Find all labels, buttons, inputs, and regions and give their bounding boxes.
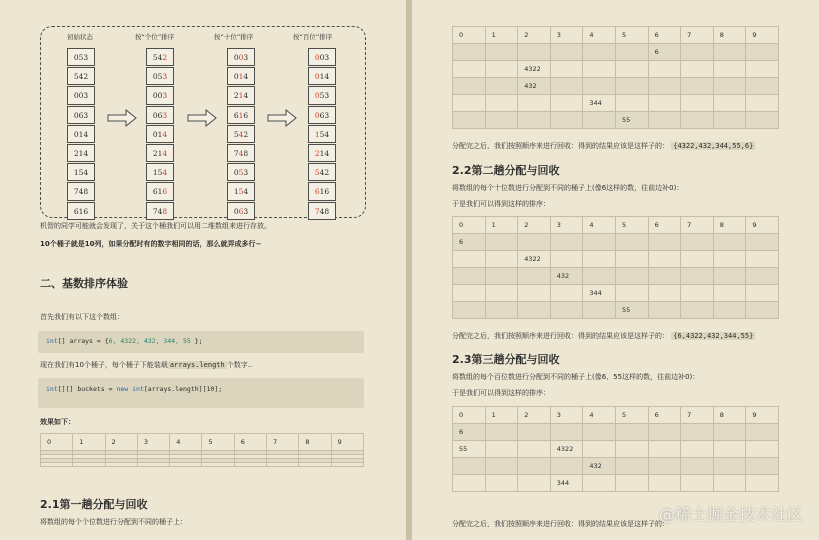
table-cell: 432 <box>550 268 583 285</box>
table-cell <box>550 302 583 319</box>
code-keyword: int <box>46 337 58 345</box>
table-cell <box>681 268 714 285</box>
paragraph: 将数组的每个个位数进行分配到不同的桶子上： <box>40 518 187 526</box>
table-cell <box>713 234 746 251</box>
inline-code: {6,4322,432,344,55} <box>673 332 754 340</box>
digit-cell: 542 <box>227 125 255 143</box>
table-cell <box>648 475 681 492</box>
digit-cell: 214 <box>227 86 255 104</box>
table-cell <box>746 78 779 95</box>
table-cell <box>615 61 648 78</box>
digit-cell: 748 <box>146 202 174 220</box>
table-header-cell: 1 <box>485 217 518 234</box>
table-cell <box>681 441 714 458</box>
table-header-cell: 1 <box>485 27 518 44</box>
table-cell <box>583 424 616 441</box>
table-cell <box>105 463 137 467</box>
table-cell <box>713 95 746 112</box>
table-cell <box>550 61 583 78</box>
table-cell <box>648 61 681 78</box>
table-header-cell: 6 <box>648 217 681 234</box>
bucket-table <box>452 26 779 129</box>
table-cell <box>550 285 583 302</box>
table-row <box>453 44 779 61</box>
table-cell <box>267 463 299 467</box>
table-cell <box>713 424 746 441</box>
table-cell <box>518 95 551 112</box>
digit-cell: 214 <box>67 144 95 162</box>
table-header-row <box>41 434 364 451</box>
table-cell: 4322 <box>550 441 583 458</box>
right-arrow-icon <box>187 109 217 127</box>
table-cell <box>550 112 583 129</box>
table-cell <box>681 251 714 268</box>
table-header-cell: 3 <box>550 407 583 424</box>
digit-cell: 063 <box>67 106 95 124</box>
table-header-cell: 8 <box>713 217 746 234</box>
table-cell <box>746 475 779 492</box>
table-header-cell: 7 <box>681 27 714 44</box>
code-text: [] arrays = { <box>57 337 109 345</box>
inline-code: arrays.length <box>169 361 225 369</box>
table-cell <box>615 458 648 475</box>
table-cell <box>648 234 681 251</box>
table-cell <box>648 251 681 268</box>
table-header-cell: 0 <box>453 27 486 44</box>
paragraph-text: 个数字.. <box>226 361 253 369</box>
table-cell <box>746 61 779 78</box>
table-cell <box>746 458 779 475</box>
table-cell <box>713 285 746 302</box>
table-cell <box>550 251 583 268</box>
table-cell <box>746 95 779 112</box>
table-cell <box>648 112 681 129</box>
table-cell: 55 <box>615 302 648 319</box>
table-cell <box>713 112 746 129</box>
table-cell <box>746 112 779 129</box>
table-header-cell: 4 <box>583 407 616 424</box>
table-cell <box>453 302 486 319</box>
digit-cell: 214 <box>308 144 336 162</box>
digit-cell: 063 <box>308 106 336 124</box>
table-row <box>453 234 779 251</box>
table-cell <box>485 475 518 492</box>
digit-cell: 154 <box>67 163 95 181</box>
digit-cell: 014 <box>67 125 95 143</box>
table-header-row <box>453 407 779 424</box>
diagram-column <box>308 47 338 220</box>
digit-cell: 053 <box>67 48 95 66</box>
table-header-cell: 1 <box>485 407 518 424</box>
table-cell: 6 <box>453 424 486 441</box>
table-header-cell: 1 <box>73 434 105 451</box>
table-cell <box>550 95 583 112</box>
section-heading: 2.1第一趟分配与回收 <box>40 498 148 511</box>
table-cell <box>648 285 681 302</box>
digit-cell: 616 <box>227 106 255 124</box>
paragraph <box>452 142 755 151</box>
table-cell <box>485 251 518 268</box>
table-row <box>453 251 779 268</box>
diagram-header: 按“十位”排序 <box>214 33 254 41</box>
table-cell <box>746 268 779 285</box>
table-cell: 432 <box>583 458 616 475</box>
paragraph-text: 现在我们有10个桶子，每个桶子下能装载 <box>40 361 168 369</box>
table-cell <box>648 458 681 475</box>
table-header-cell: 5 <box>615 27 648 44</box>
table-cell <box>681 234 714 251</box>
table-cell <box>713 61 746 78</box>
digit-cell: 063 <box>227 202 255 220</box>
table-cell <box>615 251 648 268</box>
paragraph <box>452 332 755 341</box>
table-cell <box>518 112 551 129</box>
table-header-cell: 4 <box>583 217 616 234</box>
table-header-cell: 7 <box>681 407 714 424</box>
table-cell <box>485 61 518 78</box>
table-cell <box>453 112 486 129</box>
bucket-table <box>40 433 364 467</box>
table-header-cell: 2 <box>518 27 551 44</box>
table-header-cell: 3 <box>550 27 583 44</box>
table-row <box>41 463 364 467</box>
table-cell <box>73 463 105 467</box>
table-cell <box>202 463 234 467</box>
table-header-cell: 4 <box>170 434 202 451</box>
digit-cell: 014 <box>227 67 255 85</box>
table-header-row <box>453 27 779 44</box>
table-cell <box>550 458 583 475</box>
table-cell <box>550 234 583 251</box>
table-cell <box>615 424 648 441</box>
bucket-table <box>452 406 779 492</box>
table-cell <box>615 285 648 302</box>
table-cell <box>550 78 583 95</box>
table-cell <box>518 234 551 251</box>
table-cell <box>583 268 616 285</box>
paragraph: 于是我们可以得到这样的排序： <box>452 200 550 208</box>
table-cell <box>615 441 648 458</box>
left-page <box>0 0 406 540</box>
table-header-cell: 5 <box>202 434 234 451</box>
table-header-cell: 6 <box>648 27 681 44</box>
inline-code: {4322,432,344,55,6} <box>673 142 754 150</box>
section-heading: 二、基数排序体验 <box>40 277 128 290</box>
paragraph: 于是我们可以得到这样的排序： <box>452 389 550 397</box>
table-cell <box>746 251 779 268</box>
paragraph: 机智的同学可能就会发现了，关于这个桶我们可以用二维数组来进行存放。 <box>40 222 271 230</box>
table-cell <box>615 95 648 112</box>
diagram-column <box>67 47 97 220</box>
digit-cell: 053 <box>308 86 336 104</box>
table-cell <box>648 441 681 458</box>
table-header-cell: 0 <box>453 407 486 424</box>
table-cell <box>550 44 583 61</box>
table-cell <box>746 302 779 319</box>
table-cell: 55 <box>615 112 648 129</box>
table-cell <box>453 44 486 61</box>
table-cell <box>485 441 518 458</box>
table-cell <box>485 44 518 61</box>
table-row <box>453 424 779 441</box>
table-cell <box>583 78 616 95</box>
table-cell <box>713 78 746 95</box>
paragraph-text: 分配完之后，我们按照顺序来进行回收：得到的结果应该是这样子的： <box>452 332 669 340</box>
table-header-cell: 8 <box>713 27 746 44</box>
table-header-cell: 7 <box>267 434 299 451</box>
code-text: [][] buckets = <box>57 385 117 393</box>
code-block <box>38 378 364 408</box>
paragraph <box>40 361 252 370</box>
table-header-cell: 2 <box>518 217 551 234</box>
table-cell <box>681 78 714 95</box>
table-cell <box>453 458 486 475</box>
table-cell <box>485 78 518 95</box>
digit-cell: 616 <box>67 202 95 220</box>
diagram-header: 按“个位”排序 <box>135 33 175 41</box>
table-cell <box>615 475 648 492</box>
table-cell <box>518 424 551 441</box>
table-cell <box>681 112 714 129</box>
table-header-cell: 8 <box>299 434 331 451</box>
table-cell <box>518 302 551 319</box>
table-cell <box>648 424 681 441</box>
digit-cell: 014 <box>146 125 174 143</box>
diagram-column <box>146 47 176 220</box>
digit-cell: 003 <box>67 86 95 104</box>
table-cell <box>41 463 73 467</box>
diagram-header: 按“百位”排序 <box>293 33 333 41</box>
table-cell <box>518 285 551 302</box>
right-arrow-icon <box>267 109 297 127</box>
digit-cell: 003 <box>146 86 174 104</box>
digit-cell: 748 <box>308 202 336 220</box>
radix-sort-diagram <box>40 26 366 218</box>
table-cell <box>485 234 518 251</box>
table-header-cell: 9 <box>331 434 363 451</box>
table-cell <box>485 302 518 319</box>
code-keyword: int <box>132 385 144 393</box>
code-numbers: 6, 4322, 432, 344, 55 <box>108 337 191 345</box>
table-cell: 6 <box>648 44 681 61</box>
table-cell <box>681 61 714 78</box>
table-cell <box>681 458 714 475</box>
table-header-cell: 0 <box>453 217 486 234</box>
table-cell <box>518 458 551 475</box>
table-cell <box>746 285 779 302</box>
table-cell <box>331 463 363 467</box>
section-heading: 2.2第二趟分配与回收 <box>452 164 560 177</box>
table-cell <box>615 268 648 285</box>
table-cell <box>583 251 616 268</box>
table-cell <box>648 302 681 319</box>
paragraph: 分配完之后，我们按照顺序来进行回收：得到的结果应该是这样子的： <box>452 520 669 528</box>
table-cell: 344 <box>583 95 616 112</box>
digit-cell: 003 <box>227 48 255 66</box>
table-row <box>453 441 779 458</box>
table-cell: 4322 <box>518 61 551 78</box>
table-cell <box>485 424 518 441</box>
table-header-row <box>453 217 779 234</box>
table-cell <box>681 95 714 112</box>
table-header-cell: 2 <box>518 407 551 424</box>
digit-cell: 748 <box>227 144 255 162</box>
digit-cell: 748 <box>67 182 95 200</box>
table-cell <box>713 475 746 492</box>
table-cell: 55 <box>453 441 486 458</box>
digit-cell: 542 <box>146 48 174 66</box>
table-cell <box>681 475 714 492</box>
table-header-cell: 6 <box>648 407 681 424</box>
table-row <box>453 78 779 95</box>
digit-cell: 053 <box>227 163 255 181</box>
table-cell <box>485 285 518 302</box>
code-text: }; <box>190 337 203 345</box>
table-cell <box>518 268 551 285</box>
table-cell <box>453 78 486 95</box>
right-page <box>412 0 819 540</box>
table-cell <box>453 61 486 78</box>
table-cell <box>681 424 714 441</box>
paragraph-bold: 10个桶子就是10列，如果分配时有的数字相同的话，那么就弄成多行~ <box>40 240 262 248</box>
table-cell <box>746 234 779 251</box>
table-cell <box>681 285 714 302</box>
table-cell <box>648 78 681 95</box>
table-header-cell: 4 <box>583 27 616 44</box>
table-cell <box>583 112 616 129</box>
table-cell <box>713 441 746 458</box>
right-arrow-icon <box>107 109 137 127</box>
section-heading: 2.3第三趟分配与回收 <box>452 353 560 366</box>
table-header-cell: 9 <box>746 407 779 424</box>
watermark: @稀土掘金技术社区 <box>658 505 803 524</box>
table-cell <box>648 95 681 112</box>
table-cell <box>713 302 746 319</box>
digit-cell: 063 <box>146 106 174 124</box>
table-header-cell: 0 <box>41 434 73 451</box>
table-row <box>453 302 779 319</box>
table-header-cell: 3 <box>550 217 583 234</box>
table-row <box>453 475 779 492</box>
table-cell <box>615 234 648 251</box>
table-cell <box>518 475 551 492</box>
table-cell <box>746 441 779 458</box>
table-cell: 344 <box>550 475 583 492</box>
table-header-cell: 2 <box>105 434 137 451</box>
table-cell <box>681 302 714 319</box>
table-cell <box>615 44 648 61</box>
table-cell <box>234 463 266 467</box>
code-keyword: new <box>116 385 129 393</box>
table-cell <box>615 78 648 95</box>
table-cell <box>485 112 518 129</box>
diagram-header: 初始状态 <box>67 33 93 41</box>
code-block <box>38 331 364 353</box>
table-header-cell: 9 <box>746 217 779 234</box>
diagram-column <box>227 47 257 220</box>
table-cell <box>453 251 486 268</box>
paragraph: 首先我们有以下这个数组： <box>40 313 124 321</box>
table-cell <box>550 424 583 441</box>
bucket-table <box>452 216 779 319</box>
table-cell <box>485 458 518 475</box>
table-row <box>453 61 779 78</box>
table-cell <box>681 44 714 61</box>
table-cell <box>583 475 616 492</box>
table-cell <box>648 268 681 285</box>
table-header-cell: 5 <box>615 407 648 424</box>
table-row <box>453 458 779 475</box>
table-cell <box>299 463 331 467</box>
table-cell <box>518 441 551 458</box>
table-row <box>453 285 779 302</box>
digit-cell: 154 <box>308 125 336 143</box>
table-cell <box>453 475 486 492</box>
table-cell <box>713 268 746 285</box>
table-row <box>453 112 779 129</box>
table-cell: 432 <box>518 78 551 95</box>
table-header-cell: 8 <box>713 407 746 424</box>
table-row <box>453 95 779 112</box>
table-row <box>453 268 779 285</box>
table-cell <box>518 44 551 61</box>
table-cell: 6 <box>453 234 486 251</box>
table-header-cell: 6 <box>234 434 266 451</box>
table-header-cell: 9 <box>746 27 779 44</box>
paragraph: 将数组的每个十位数进行分配到不同的桶子上(像6这样的数，往前边补0)： <box>452 184 684 192</box>
paragraph-bold: 效果如下： <box>40 418 75 426</box>
digit-cell: 542 <box>67 67 95 85</box>
table-cell <box>137 463 169 467</box>
table-cell: 344 <box>583 285 616 302</box>
table-cell <box>485 268 518 285</box>
digit-cell: 053 <box>146 67 174 85</box>
table-header-cell: 3 <box>137 434 169 451</box>
digit-cell: 616 <box>146 182 174 200</box>
table-cell <box>713 458 746 475</box>
digit-cell: 154 <box>227 182 255 200</box>
digit-cell: 616 <box>308 182 336 200</box>
table-cell <box>170 463 202 467</box>
code-text: [arrays.length][10]; <box>143 385 223 393</box>
paragraph-text: 分配完之后，我们按照顺序来进行回收：得到的结果应该是这样子的： <box>452 142 669 150</box>
table-cell <box>453 268 486 285</box>
table-cell <box>713 251 746 268</box>
table-cell <box>583 61 616 78</box>
digit-cell: 542 <box>308 163 336 181</box>
table-cell <box>746 424 779 441</box>
digit-cell: 014 <box>308 67 336 85</box>
table-cell <box>746 44 779 61</box>
table-cell <box>713 44 746 61</box>
table-cell <box>453 285 486 302</box>
table-cell <box>583 44 616 61</box>
table-cell: 4322 <box>518 251 551 268</box>
digit-cell: 214 <box>146 144 174 162</box>
table-cell <box>453 95 486 112</box>
table-header-cell: 5 <box>615 217 648 234</box>
table-cell <box>485 95 518 112</box>
digit-cell: 003 <box>308 48 336 66</box>
digit-cell: 154 <box>146 163 174 181</box>
paragraph: 将数组的每个百位数进行分配到不同的桶子上(像6、55这样的数，往前边补0)： <box>452 373 700 381</box>
table-cell <box>583 441 616 458</box>
code-keyword: int <box>46 385 58 393</box>
table-cell <box>583 234 616 251</box>
table-header-cell: 7 <box>681 217 714 234</box>
table-cell <box>583 302 616 319</box>
